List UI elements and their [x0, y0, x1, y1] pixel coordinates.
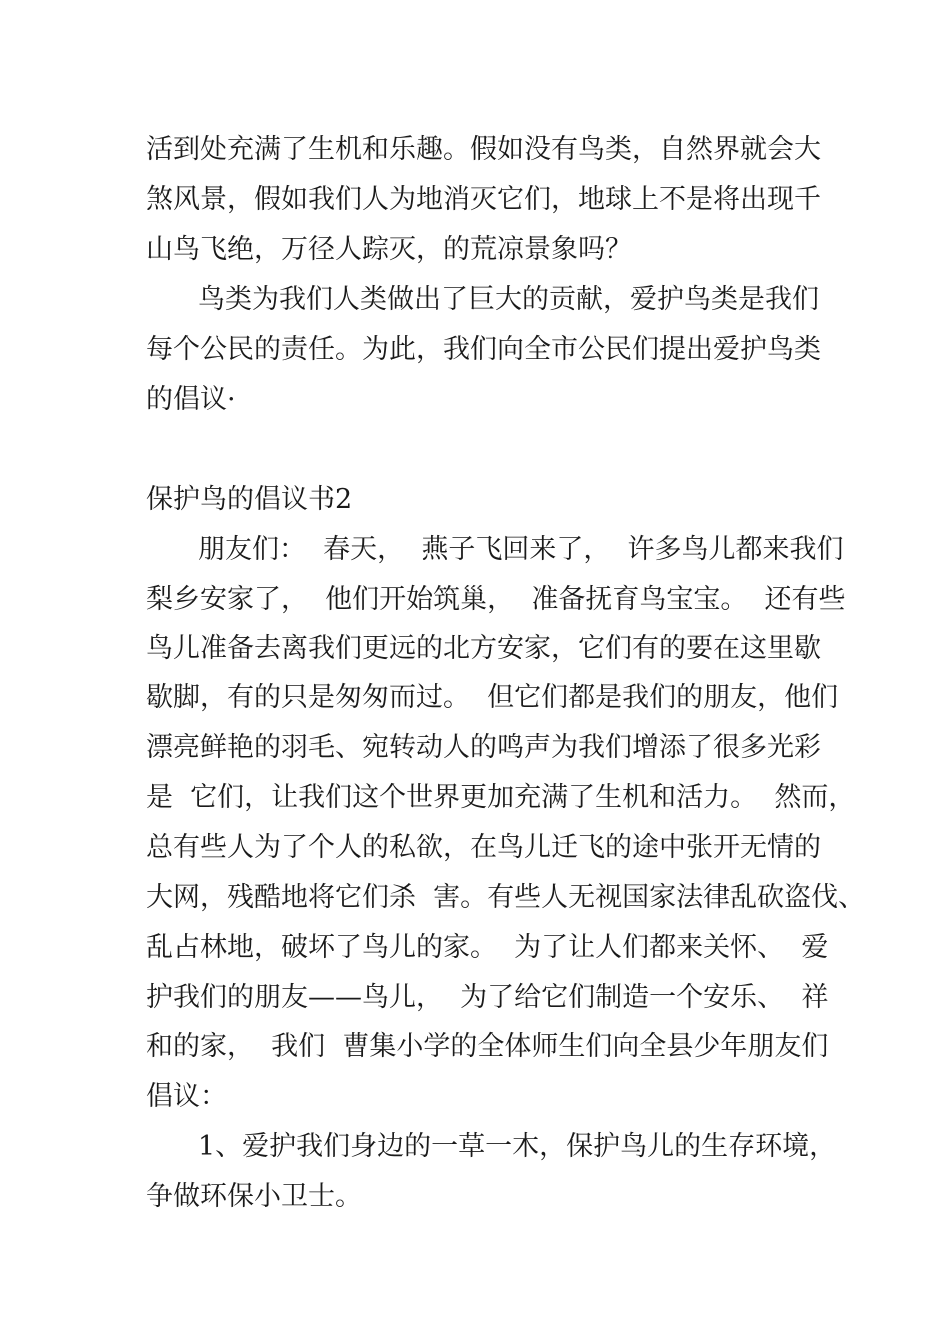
list-item-line: 争做环保小卫士。: [146, 1181, 362, 1212]
paragraph-line: 鸟类为我们人类做出了巨大的贡献，爱护鸟类是我们: [198, 284, 819, 315]
list-item-line: 1、爱护我们身边的一草一木，保护鸟儿的生存环境，: [198, 1131, 837, 1162]
paragraph-line: 山鸟飞绝，万径人踪灭，的荒凉景象吗？: [146, 234, 632, 265]
paragraph-line: 大网，残酷地将它们杀 害。有些人无视国家法律乱砍盗伐、: [146, 882, 866, 913]
paragraph-line: 歇脚，有的只是匆匆而过。 但它们都是我们的朋友，他们: [146, 682, 839, 713]
paragraph-line: 倡议：: [146, 1081, 227, 1112]
paragraph-line: 漂亮鲜艳的羽毛、宛转动人的鸣声为我们增添了很多光彩: [146, 732, 821, 763]
paragraph-line: 和的家， 我们 曹集小学的全体师生们向全县少年朋友们: [146, 1031, 829, 1062]
paragraph-line: 梨乡安家了， 他们开始筑巢， 准备抚育鸟宝宝。 还有些: [146, 584, 846, 615]
paragraph-line: 鸟儿准备去离我们更远的北方安家，它们有的要在这里歇: [146, 633, 821, 664]
paragraph-line: 是 它们，让我们这个世界更加充满了生机和活力。 然而，: [146, 782, 856, 813]
paragraph-line: 每个公民的责任。为此，我们向全市公民们提出爱护鸟类: [146, 334, 821, 365]
paragraph-line: 煞风景，假如我们人为地消灭它们，地球上不是将出现千: [146, 184, 821, 215]
paragraph-line: 的倡议·: [146, 384, 236, 415]
section-heading: 保护鸟的倡议书2: [146, 484, 353, 515]
paragraph-line: 总有些人为了个人的私欲，在鸟儿迁飞的途中张开无情的: [146, 832, 821, 863]
paragraph-line: 护我们的朋友——鸟儿， 为了给它们制造一个安乐、 祥: [146, 982, 829, 1013]
paragraph-line: 朋友们： 春天， 燕子飞回来了， 许多鸟儿都来我们: [198, 534, 844, 565]
paragraph-line: 乱占林地，破坏了鸟儿的家。 为了让人们都来关怀、 爱: [146, 932, 829, 963]
paragraph-line: 活到处充满了生机和乐趣。假如没有鸟类，自然界就会大: [146, 134, 821, 165]
